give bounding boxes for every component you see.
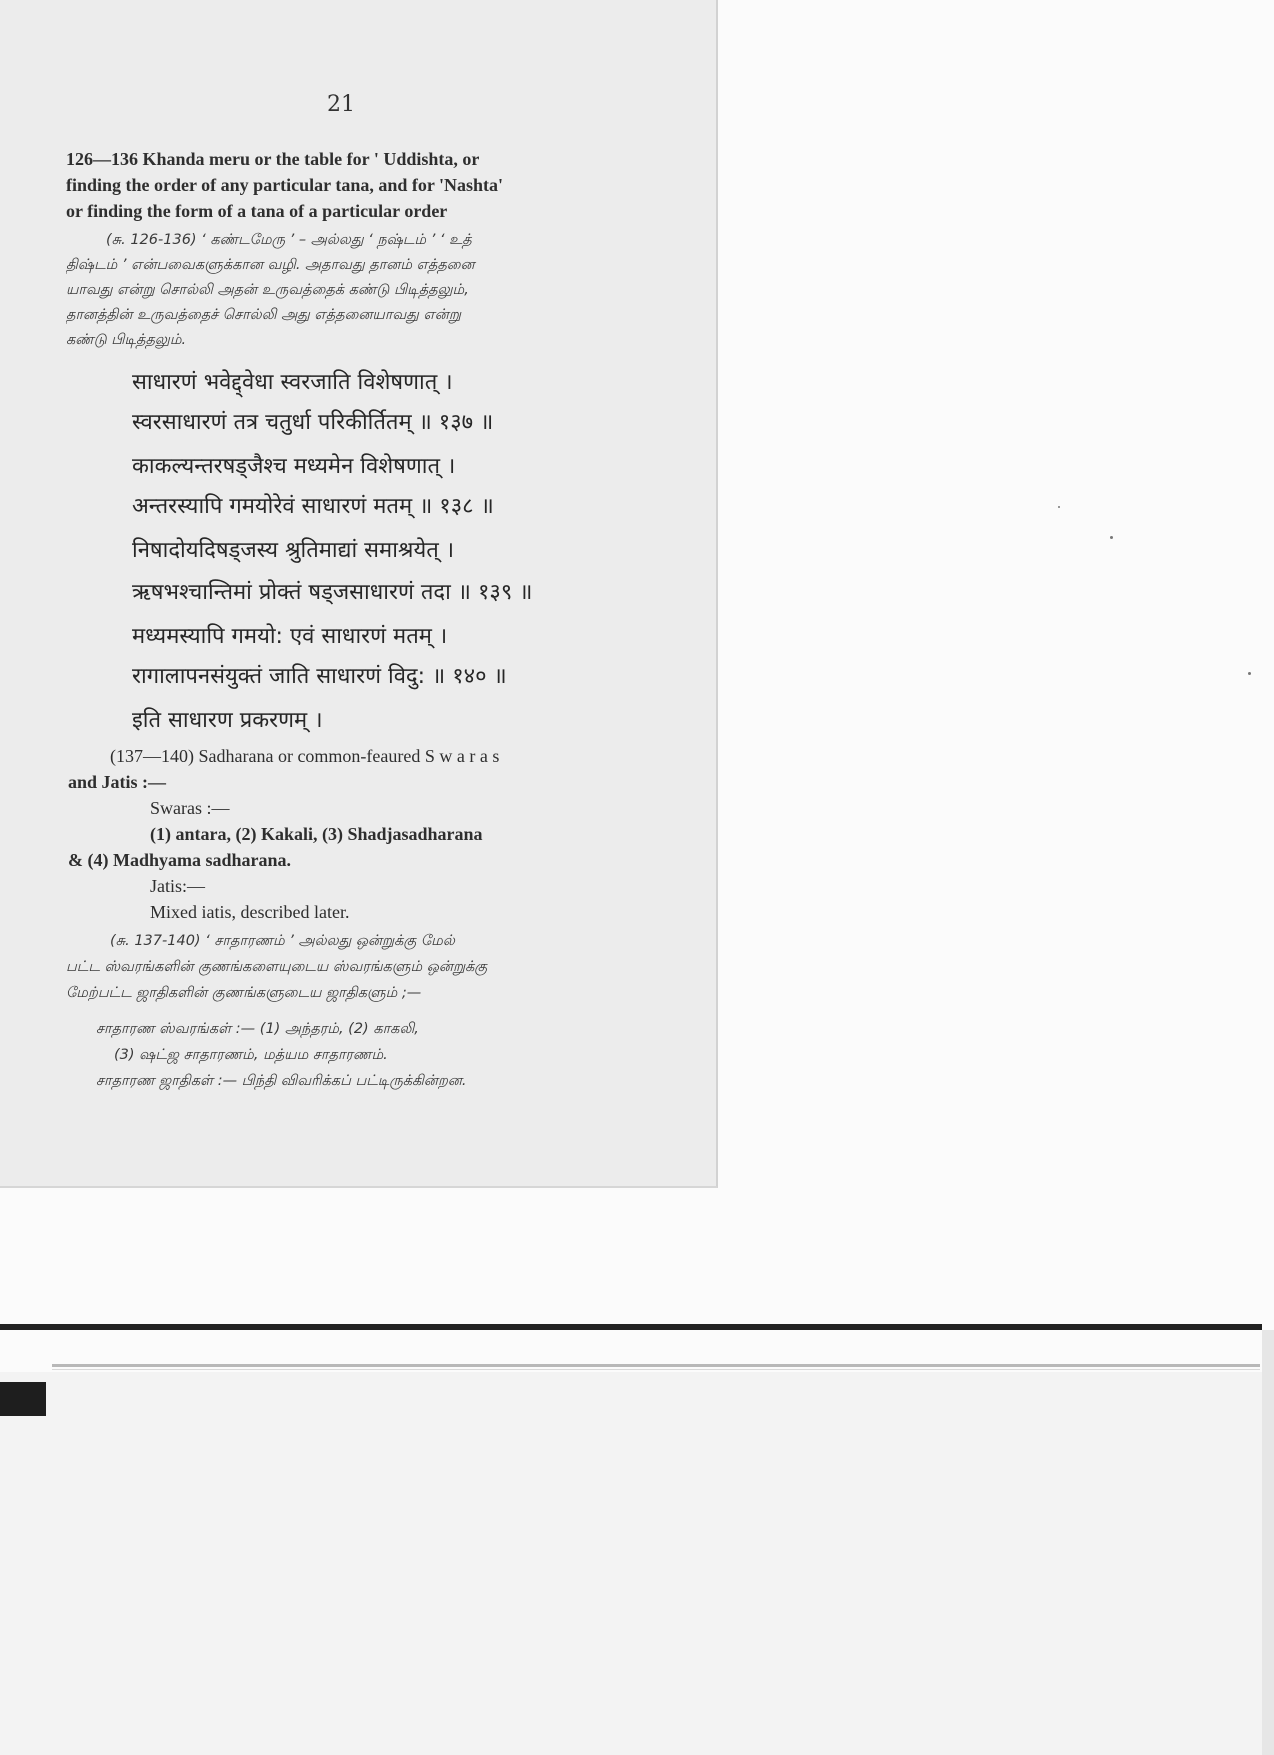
tamil-commentary-1: [66, 228, 626, 353]
sanskrit-verse-line: साधारणं भवेद्द्वेधा स्वरजाति विशेषणात् ।: [132, 370, 453, 395]
scan-divider: [0, 1324, 1262, 1330]
sanskrit-verse-line: निषादोयदिषड्जस्य श्रुतिमाद्यां समाश्रयेत् ।: [132, 538, 455, 563]
page-edge-line: [52, 1369, 1260, 1370]
english-line: and Jatis :—: [68, 772, 167, 792]
scan-speck: [1058, 506, 1060, 508]
tamil-line: சாதாரண ஜாதிகள் :— பிந்தி விவரிக்கப் பட்டிருக்கின்றன.: [96, 1073, 467, 1089]
section-heading: [66, 146, 626, 224]
sanskrit-verse-line: अन्तरस्यापि गमयोरेवं साधारणं मतम् ॥ १३८ ॥: [132, 494, 494, 519]
page-number: 21: [327, 92, 355, 117]
next-page-edge: [0, 1372, 1262, 1755]
page-edge-line: [52, 1364, 1260, 1367]
tamil-line: (சு. 126-136) ‘ கண்டமேரு ’ – அல்லது ‘ நஷ்டம் ’ ‘ உத்: [106, 232, 472, 248]
english-line: & (4) Madhyama sadharana.: [68, 850, 292, 870]
scan-speck: [1248, 672, 1251, 675]
english-line: (1) antara, (2) Kakali, (3) Shadjasadharana: [150, 824, 483, 844]
sanskrit-verse-line: रागालापनसंयुक्तं जाति साधारणं विदु: ॥ १४० ॥: [132, 664, 507, 689]
tamil-line: கண்டு பிடித்தலும்.: [66, 332, 187, 348]
heading-line: 126—136 Khanda meru or the table for ' Uddishta, or: [66, 149, 480, 169]
tamil-line: தானத்தின் உருவத்தைச் சொல்லி அது எத்தனையாவது என்று: [66, 307, 461, 323]
english-line: Jatis:—: [150, 876, 206, 896]
sanskrit-verse-line: ऋषभश्चान्तिमां प्रोक्तं षड्जसाधारणं तदा ॥ १३९ ॥: [132, 580, 533, 605]
book-page: [0, 0, 718, 1188]
scan-speck: [1110, 536, 1113, 539]
sanskrit-verse-line: मध्यमस्यापि गमयो: एवं साधारणं मतम् ।: [132, 624, 448, 649]
tamil-line: (சு. 137-140) ‘ சாதாரணம் ’ அல்லது ஒன்றுக்கு மேல்: [110, 933, 455, 949]
scan-right-edge: [1262, 1330, 1274, 1755]
sanskrit-verse-line: इति साधारण प्रकरणम् ।: [132, 708, 323, 733]
tamil-line: யாவது என்று சொல்லி அதன் உருவத்தைக் கண்டு பிடித்தலும்,: [66, 282, 469, 298]
tamil-line: சாதாரண ஸ்வரங்கள் :— (1) அந்தரம், (2) காகலி,: [96, 1021, 419, 1037]
sanskrit-verse-line: काकल्यन्तरषड्जैश्च मध्यमेन विशेषणात् ।: [132, 454, 456, 479]
english-line: Mixed iatis, described later.: [150, 902, 350, 922]
tamil-line: பட்ட ஸ்வரங்களின் குணங்களையுடைய ஸ்வரங்களும் ஒன்றுக்கு: [66, 959, 488, 975]
binding-mark: [0, 1382, 46, 1416]
heading-line: finding the order of any particular tana, and for 'Nashta': [66, 175, 504, 195]
english-line: (137—140) Sadharana or common-feaured S w a r a s: [110, 746, 500, 766]
tamil-line: திஷ்டம் ’ என்பவைகளுக்கான வழி. அதாவது தானம் எத்தனை: [66, 257, 475, 273]
tamil-line: மேற்பட்ட ஜாதிகளின் குணங்களுடைய ஜாதிகளும் ;—: [66, 985, 422, 1001]
english-line: Swaras :—: [150, 798, 230, 818]
sanskrit-verse-line: स्वरसाधारणं तत्र चतुर्धा परिकीर्तितम् ॥ १३७ ॥: [132, 410, 494, 435]
tamil-line: (3) ஷட்ஜ சாதாரணம், மத்யம சாதாரணம்.: [114, 1047, 388, 1063]
heading-line: or finding the form of a tana of a particular order: [66, 201, 448, 221]
